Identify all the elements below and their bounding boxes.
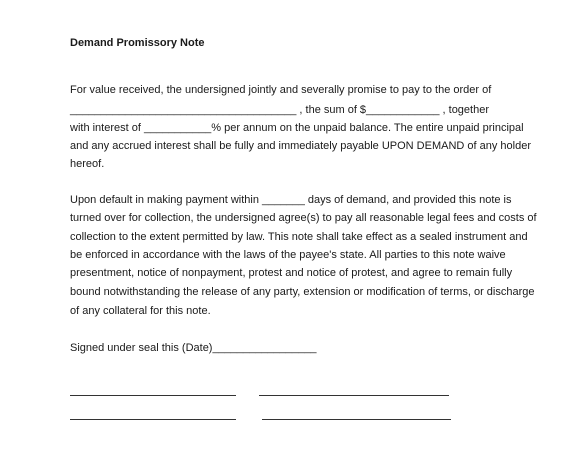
- paragraph1-line-5: hereof.: [70, 158, 105, 170]
- signature-line-3: [70, 419, 236, 420]
- paragraph1-line-1: For value received, the undersigned jointly and severally promise to pay to the order of: [70, 84, 492, 96]
- paragraph2-line-1: Upon default in making payment within _______ days of demand, and provided this note is: [70, 194, 512, 206]
- paragraph2-line-6: bound notwithstanding the release of any party, extension or modification of terms, or discharge: [70, 286, 535, 298]
- paragraph1-line-3: with interest of ___________% per annum on the unpaid balance. The entire unpaid principal: [70, 122, 524, 134]
- signature-line-4: [262, 419, 451, 420]
- signature-line-2: [259, 395, 449, 396]
- paragraph2-line-7: of any collateral for this note.: [70, 305, 211, 317]
- paragraph2-line-2: turned over for collection, the undersigned agree(s) to pay all reasonable legal fees and costs of: [70, 212, 537, 224]
- paragraph1-line-2: _____________________________________ , the sum of $____________ , together: [70, 104, 489, 116]
- paragraph2-line-4: be enforced in accordance with the laws of the payee's state. All parties to this note waive: [70, 249, 506, 261]
- document-title: Demand Promissory Note: [70, 37, 205, 49]
- paragraph2-line-3: collection to the extent permitted by law. This note shall take effect as a sealed instrument and: [70, 231, 528, 243]
- signature-line-1: [70, 395, 236, 396]
- paragraph2-line-5: presentment, notice of nonpayment, protest and notice of protest, and agree to remain fully: [70, 267, 513, 279]
- paragraph1-line-4: and any accrued interest shall be fully and immediately payable UPON DEMAND of any holder: [70, 140, 532, 152]
- signed-date-line: Signed under seal this (Date)_________________: [70, 342, 317, 354]
